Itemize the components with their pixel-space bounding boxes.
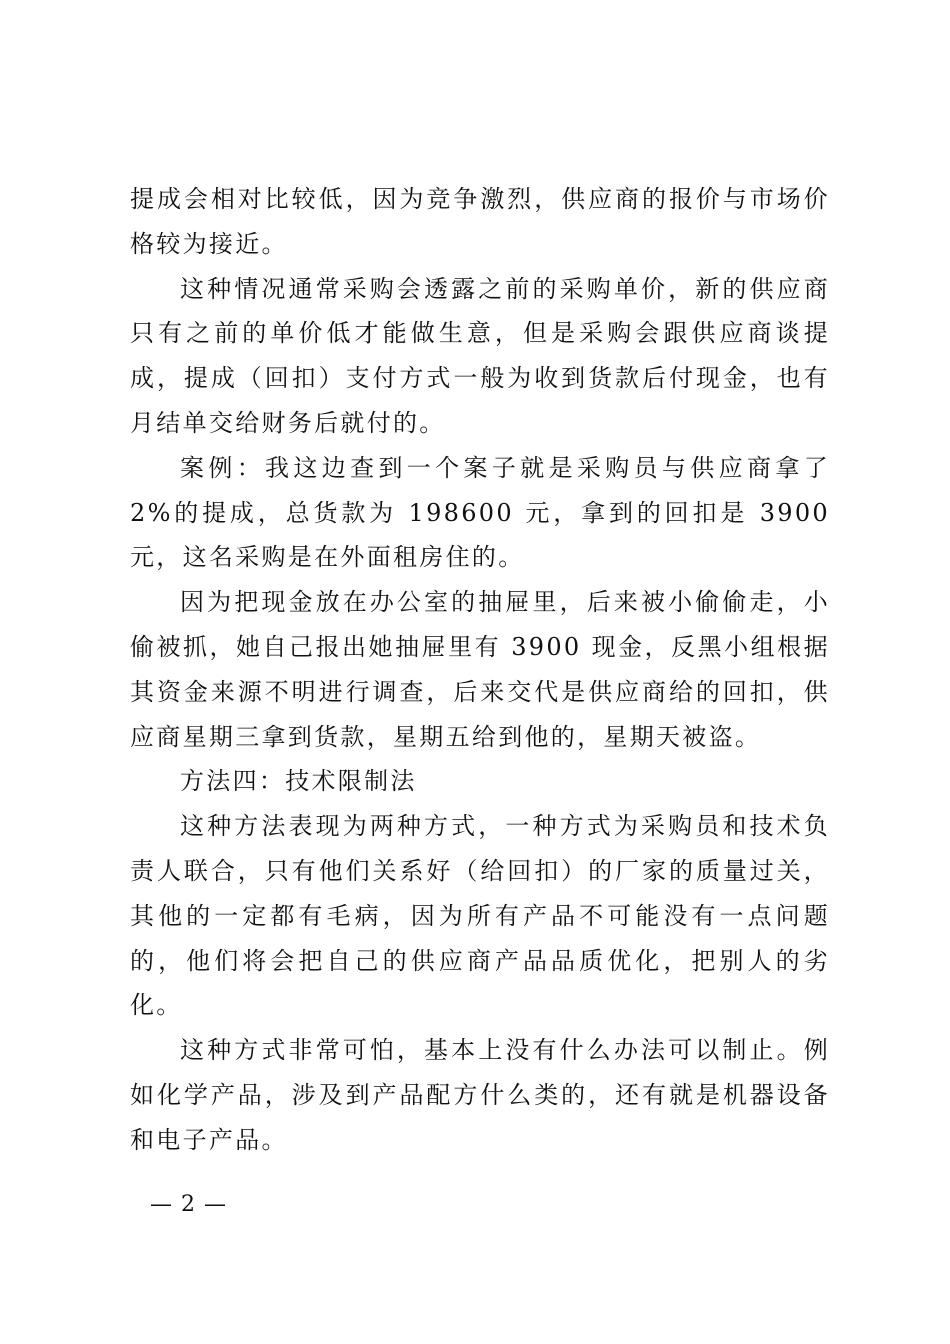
paragraph-hard-to-stop: 这种方式非常可怕，基本上没有什么办法可以制止。例如化学产品，涉及到产品配方什么类的，还有就是机器设备和电子产品。 [130,1036,830,1154]
paragraph-continuation: 提成会相对比较低，因为竞争激烈，供应商的报价与市场价格较为接近。 [130,185,830,258]
page-number: — 2 — [150,1192,227,1217]
paragraph-cash-theft: 因为把现金放在办公室的抽屉里，后来被小偷偷走，小偷被抓，她自己报出她抽屉里有 3900 现金，反黑小组根据其资金来源不明进行调查，后来交代是供应商给的回扣，供应商星期三拿到货款，星期五给到他的，星期天被盗。 [130,588,830,751]
document-body [130,177,830,1163]
section-heading-method-four: 方法四：技术限制法 [180,767,417,796]
paragraph-procurement-unit-price: 这种情况通常采购会透露之前的采购单价，新的供应商只有之前的单价低才能做生意，但是采购会跟供应商谈提成，提成（回扣）支付方式一般为收到货款后付现金，也有月结单交给财务后就付的。 [130,274,830,437]
paragraph-technical-collusion: 这种方法表现为两种方式，一种方式为采购员和技术负责人联合，只有他们关系好（给回扣）的厂家的质量过关，其他的一定都有毛病，因为所有产品不可能没有一点问题的，他们将会把自己的供应商产品品质优化，把别人的劣化。 [130,812,830,1020]
paragraph-case-example: 案例：我这边查到一个案子就是采购员与供应商拿了 2%的提成，总货款为 198600 元，拿到的回扣是 3900 元，这名采购是在外面租房住的。 [130,453,830,572]
